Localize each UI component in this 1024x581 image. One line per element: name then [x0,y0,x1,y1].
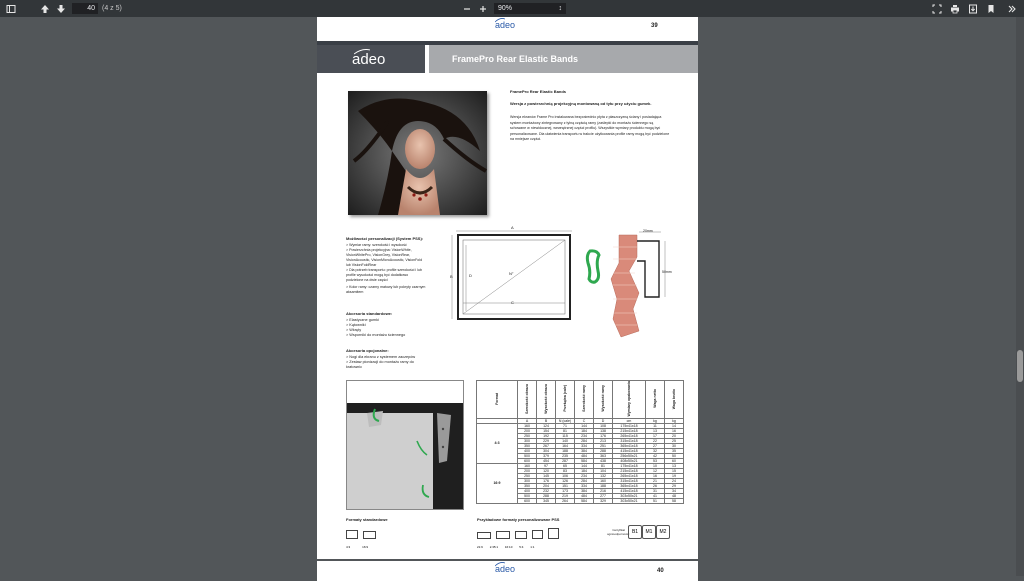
table-cell: 350 [518,443,537,448]
option-item: > Kolor ramy: czarny matowy lub pokryty czarnym aksamitem [346,285,426,294]
scrollbar-thumb[interactable] [1017,350,1023,382]
table-cell: 124 [537,423,556,428]
table-cell: 126 [556,478,575,483]
table-cell: 250 [518,433,537,438]
profile-width-label: 20mm [643,229,653,233]
print-icon[interactable] [948,2,962,16]
logo-swoosh-icon [495,18,505,23]
options-title: Możliwości personalizacji (System PSS): [346,236,424,241]
table-cell: 200 [518,468,537,473]
table-cell: 48 [665,493,684,498]
table-cell: 176 [594,433,613,438]
intro-title: FramePro Rear Elastic Bands [510,89,567,94]
table-cell: 20 [665,433,684,438]
table-cell: 300 [518,478,537,483]
table-cell: 408x50x21 [613,458,646,463]
table-cell: 104 [594,468,613,473]
table-cell: 154 [537,428,556,433]
optional-accessories-title: Akcesoria opcjonalne: [346,348,389,353]
intro-subtitle: Wersja z powierzchnią projekcyjną montowaną od tyłu przy użyciu gumek. [510,101,652,106]
table-cell: 138 [594,428,613,433]
table-cell: 484 [575,453,594,458]
table-cell: 287 [556,458,575,463]
table-cell: 315x41x18 [613,438,646,443]
table-cell: 192 [537,433,556,438]
page-number: 40 [657,568,664,574]
table-cell: 484 [575,493,594,498]
table-cell: 400 [518,448,537,453]
table-cell: 13 [665,463,684,468]
table-cell: 229 [537,438,556,443]
table-cell: 384 [575,488,594,493]
table-header: Przekątna (cale) [556,381,575,419]
dim-label-b: B [450,274,453,279]
table-cell: 10 [646,463,665,468]
standard-accessories-title: Akcesoria standardowe: [346,311,393,316]
option-item: > Powierzchnia projekcyjna: VisionWhite, VisionWhitePro, VisionGrey, VisionRear, VisionAcoustic, VisionMicroAcoustic, VisionFold lub VisionFoldRear [346,248,423,267]
format-swatch [548,528,559,539]
table-cell: 350 [518,483,537,488]
table-cell: 600 [518,458,537,463]
pdf-page-40 [317,561,698,581]
page-logo: adeo [495,20,516,30]
table-cell: 188 [594,483,613,488]
table-cell: 50 [665,453,684,458]
table-cell: 300 [518,438,537,443]
table-cell: 26 [646,483,665,488]
table-cell: 264 [556,498,575,503]
table-group-16-9 [477,463,684,503]
format-swatch [496,531,510,539]
table-cell: 334 [575,483,594,488]
table-cell: 213 [594,438,613,443]
table-cell: 97 [537,463,556,468]
option-item: > Wymiar ramy: szerokość i wysokość [346,243,407,247]
corner-detail-photo [346,380,464,510]
badge-m1: M1 [642,525,656,539]
product-photo [348,91,487,215]
table-cell: 365x41x18 [613,443,646,448]
table-cell: 438 [594,458,613,463]
table-cell: 108 [594,423,613,428]
table-cell: 41 [646,493,665,498]
table-header: Format [477,381,518,419]
table-cell: 16 [646,473,665,478]
custom-formats-title: Przykładowe formaty personalizowane PSS [477,517,560,522]
header-title: FramePro Rear Elastic Bands [429,45,698,73]
table-cell: 32 [646,448,665,453]
table-cell: 454 [537,458,556,463]
badge-m2: M2 [656,525,670,539]
table-cell: 71 [556,423,575,428]
table-cell: 51 [646,498,665,503]
zoom-select[interactable] [494,3,566,14]
table-cell: 106 [556,473,575,478]
table-group-4-3 [477,423,684,463]
table-cell: 365x41x18 [613,483,646,488]
table-cell: 30 [665,443,684,448]
table-cell: 265x41x18 [613,433,646,438]
table-cell: 19 [665,473,684,478]
more-tools-icon[interactable] [1005,2,1019,16]
previous-page-icon[interactable] [38,2,52,16]
page-count-label: (4 z 5) [102,5,122,12]
format-swatch [363,531,376,539]
table-cell: 234 [575,433,594,438]
table-cell: 584 [575,498,594,503]
table-header: Wysokość obrazu [537,381,556,419]
table-cell: 277 [594,493,613,498]
table-cell: 145 [537,473,556,478]
table-header: Waga brutto [665,381,684,419]
table-header: Szerokość obrazu [518,381,537,419]
table-cell: 120 [537,468,556,473]
table-cell: 400 [518,488,537,493]
table-cell: 215x41x18 [613,468,646,473]
table-cell: 600 [518,498,537,503]
table-cell: 173 [556,488,575,493]
table-cell: 204 [537,483,556,488]
header-logo-box [317,45,425,73]
table-cell: 175x41x18 [613,463,646,468]
table-cell: 284 [575,478,594,483]
table-cell: 58 [665,498,684,503]
table-cell: 25 [665,438,684,443]
table-cell: 500 [518,453,537,458]
units-row: A B N (cale) C D cm kg kg [477,418,684,423]
table-cell: 288 [594,448,613,453]
table-cell: 14 [665,423,684,428]
table-header: Wymiary opakowania [613,381,646,419]
header-logo: adeo [352,51,386,68]
table-cell: 160 [518,423,537,428]
table-cell: 115 [556,433,575,438]
options-list [346,243,426,295]
zoom-dropdown-arrow: ↕ [558,5,562,12]
table-cell: 303x50x21 [613,498,646,503]
table-cell: 12 [646,468,665,473]
table-cell: 584 [575,458,594,463]
standard-accessories-list: > Elastyczne gumki > Kątowniki > Wkręty > Wsporniki do montażu ściennego [346,318,406,337]
download-icon[interactable] [966,2,980,16]
table-cell: 81 [594,463,613,468]
zoom-in-icon[interactable] [476,2,490,16]
table-cell: 34 [665,488,684,493]
table-cell: 160 [518,463,537,468]
table-cell: 265x41x18 [613,473,646,478]
table-header: Waga netto [646,381,665,419]
table-cell: 334 [575,443,594,448]
table-cell: 13 [646,428,665,433]
zoom-out-icon[interactable] [460,2,474,16]
table-cell: 215x41x18 [613,428,646,433]
table-cell: 415x41x18 [613,488,646,493]
table-cell: 363 [594,453,613,458]
table-cell: 81 [556,428,575,433]
table-cell: 379 [537,453,556,458]
format-swatch [532,530,543,539]
table-cell: 256x50x21 [613,453,646,458]
table-cell: 160 [594,478,613,483]
table-cell: 42 [646,453,665,458]
format-swatch [477,532,491,539]
page-number-input[interactable]: 40 [72,3,98,14]
table-cell: 31 [646,488,665,493]
pdf-page-39 [317,17,698,559]
table-cell: 83 [556,468,575,473]
table-cell: 29 [665,483,684,488]
table-cell: 216 [594,488,613,493]
next-page-icon[interactable] [54,2,68,16]
dim-label-a: A [511,225,514,230]
logo-swoosh-icon [495,562,505,567]
table-cell: 384 [575,448,594,453]
table-cell: 345 [537,498,556,503]
table-cell: 415x41x18 [613,448,646,453]
table-cell: 288 [537,493,556,498]
page-logo: adeo [495,564,516,574]
table-cell: 267 [537,443,556,448]
dim-label-n: N° [509,271,514,276]
standard-format-swatches: 4:3 16:9 [346,526,381,549]
table-cell: 24 [665,478,684,483]
table-cell: 144 [575,463,594,468]
table-cell: 234 [575,473,594,478]
wall-profile-diagram [609,227,679,339]
dim-label-d: D [469,273,472,278]
table-header: Szerokość ramy [575,381,594,419]
table-cell: 304 [537,448,556,453]
zoom-value: 90% [498,5,513,12]
table-cell: 60 [665,458,684,463]
table-cell: 53 [646,458,665,463]
table-cell: 11 [646,423,665,428]
table-cell: 164 [556,443,575,448]
table-cell: 200 [518,428,537,433]
table-cell: 235 [556,453,575,458]
table-cell: 35 [665,448,684,453]
option-item: > Dla potrzeb transportu: profile szerokości i lub profile wysokości mogą być dodatkowo podzielone na dwie części [346,268,423,282]
format-swatch [346,530,358,539]
table-cell: 219 [556,493,575,498]
intro-body: Wersja ekranów Frame Pro instalowana bezpośrednio płyta z płaszczyzną ściany i posiadająca system montażowy zintegrowany z tylną częścią ramy (zaślepki do montażu ściennego są schowane w niewidocznej, wewnętrznej części profilu). Wszystkie wymiary produktu mogą być personalizowane. Dla ułatwienia transportu w trakcie użytkowania profile ramy mogą być podzielone na mniejsze części. [510,115,670,141]
table-cell: 151 [556,483,575,488]
table-cell: 17 [646,433,665,438]
table-cell: 21 [646,478,665,483]
table-cell: 284 [575,438,594,443]
bookmark-icon[interactable] [984,2,998,16]
table-cell: 176 [537,478,556,483]
table-cell: 184 [575,428,594,433]
format-group-label: 4:3 [477,423,518,463]
vertical-scrollbar[interactable] [1016,17,1024,576]
sidebar-toggle-icon[interactable] [4,2,18,16]
table-cell: 232 [537,488,556,493]
spec-table [476,380,684,504]
dim-label-c: C [511,300,514,305]
page-number: 39 [651,23,658,29]
table-cell: 144 [575,423,594,428]
table-cell: 175x41x18 [613,423,646,428]
optional-accessories-list: > Nogi dla ekranu z systemem zaczepów > Zestaw pionizacji do montażu ramy do kratownic [346,355,416,369]
table-cell: 140 [556,438,575,443]
badge-b1: B1 [628,525,642,539]
table-cell: 250 [518,473,537,478]
table-cell: 329 [594,498,613,503]
profile-height-label: 50mm [662,270,672,274]
table-cell: 22 [646,438,665,443]
format-group-label: 16:9 [477,463,518,503]
table-cell: 184 [575,468,594,473]
table-cell: 303x50x21 [613,493,646,498]
table-cell: 132 [594,473,613,478]
table-cell: 315x41x18 [613,478,646,483]
custom-format-swatches: 21:9 2.35:1 16:10 5:4 1:1 [477,526,564,549]
table-cell: 27 [646,443,665,448]
table-cell: 16 [665,428,684,433]
table-cell: 65 [556,463,575,468]
table-cell: 500 [518,493,537,498]
table-cell: 251 [594,443,613,448]
table-header: Wysokość ramy [594,381,613,419]
pdf-toolbar [0,0,1024,17]
table-cell: 15 [665,468,684,473]
flame-cert-label: Certyfikat ognioodporności: [607,528,630,536]
fit-page-icon[interactable] [930,2,944,16]
elastic-band-clip-icon [585,249,603,285]
table-cell: 188 [556,448,575,453]
format-swatch [515,531,527,539]
formats-title: Formaty standardowe [346,517,388,522]
